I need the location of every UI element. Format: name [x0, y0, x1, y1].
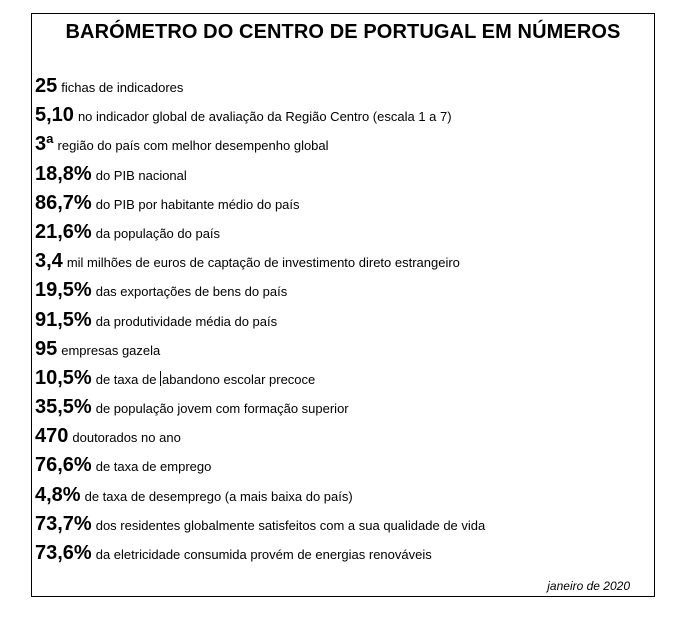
- list-item: [35, 72, 650, 101]
- list-item: [35, 101, 650, 130]
- list-item: [35, 335, 650, 364]
- document-title: BARÓMETRO DO CENTRO DE PORTUGAL EM NÚMEROS: [65, 21, 621, 43]
- indicator-text: de população jovem com formação superior: [95, 401, 349, 417]
- indicator-text: mil milhões de euros de captação de investimento direto estrangeiro: [66, 255, 460, 271]
- document-date: janeiro de 2020: [547, 579, 630, 593]
- indicator-value: 73,6%: [35, 542, 92, 564]
- indicator-value: 10,5%: [35, 366, 92, 389]
- indicator-text: doutorados no ano: [72, 430, 181, 446]
- indicator-value: 95: [35, 337, 58, 360]
- list-item: [35, 218, 650, 247]
- indicator-text: no indicador global de avaliação da Região Centro (escala 1 a 7): [77, 109, 452, 125]
- list-item: [35, 276, 650, 305]
- indicator-text: região do país com melhor desempenho global: [57, 138, 329, 154]
- list-item: [35, 393, 650, 422]
- indicator-text: do PIB nacional: [95, 167, 187, 183]
- indicator-text: dos residentes globalmente satisfeitos com a sua qualidade de vida: [95, 517, 486, 533]
- list-item: [35, 189, 650, 218]
- list-item: [35, 364, 650, 393]
- indicator-text: fichas de indicadores: [61, 80, 184, 95]
- document-frame[interactable]: [31, 13, 655, 597]
- text-cursor: [160, 371, 161, 386]
- indicator-text: da população do país: [95, 225, 221, 241]
- indicator-value: 21,6%: [35, 220, 92, 243]
- indicator-value: 73,7%: [35, 512, 92, 535]
- indicator-text: do PIB por habitante médio do país: [95, 196, 300, 212]
- list-item: [35, 510, 650, 539]
- list-item: [35, 306, 650, 335]
- indicator-value: 76,6%: [35, 454, 92, 477]
- indicator-text: [96, 372, 316, 387]
- indicator-value: 3,4: [35, 250, 63, 273]
- indicator-value: 91,5%: [35, 308, 92, 331]
- indicator-list: [35, 72, 650, 568]
- indicator-text: empresas gazela: [61, 342, 161, 358]
- indicator-value: 25: [35, 75, 58, 97]
- indicator-value: 4,8%: [35, 483, 81, 506]
- list-item: [35, 422, 650, 451]
- indicator-text: de taxa de emprego: [95, 459, 212, 475]
- list-item: [35, 160, 650, 189]
- indicator-value: 19,5%: [35, 279, 92, 302]
- indicator-value: 35,5%: [35, 396, 92, 419]
- indicator-value: 470: [35, 425, 69, 448]
- indicator-text: da produtividade média do país: [95, 313, 278, 329]
- indicator-text: de taxa de desemprego (a mais baixa do país): [84, 488, 353, 504]
- indicator-value: 18,8%: [35, 162, 92, 185]
- list-item: [35, 451, 650, 480]
- indicator-value: 5,10: [35, 104, 74, 127]
- indicator-text-before-cursor: de taxa de: [95, 371, 161, 387]
- indicator-value: 3ª: [35, 133, 54, 156]
- list-item: [35, 247, 650, 276]
- indicator-text: da eletricidade consumida provém de energias renováveis: [95, 547, 432, 562]
- indicator-value: 86,7%: [35, 191, 92, 214]
- indicator-text: das exportações de bens do país: [95, 284, 288, 300]
- list-item: [35, 481, 650, 510]
- list-item: [35, 539, 650, 568]
- list-item: [35, 130, 650, 159]
- indicator-text-after-cursor: abandono escolar precoce: [162, 371, 316, 387]
